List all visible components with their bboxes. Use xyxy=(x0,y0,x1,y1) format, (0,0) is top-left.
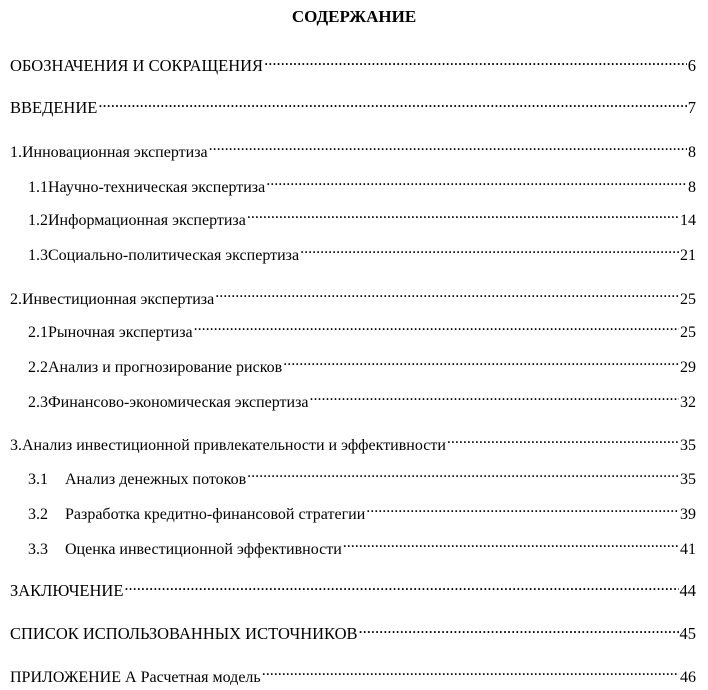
toc-entry-text: Информационная экспертиза xyxy=(48,212,246,229)
toc-entry-number: 1.1 xyxy=(28,179,48,196)
dot-leader xyxy=(366,497,679,519)
toc-entry[interactable] xyxy=(10,617,696,645)
toc-entry-page: 39 xyxy=(680,506,696,523)
toc-entry[interactable] xyxy=(28,350,696,379)
toc-entry-page: 6 xyxy=(687,56,696,75)
toc-entry-number: 3. xyxy=(10,437,22,454)
dot-leader xyxy=(343,532,679,554)
dot-leader xyxy=(262,660,679,682)
toc-entry-page: 35 xyxy=(680,437,696,454)
dot-leader xyxy=(209,135,687,157)
toc-entry-page: 8 xyxy=(688,179,696,196)
toc-entry-text: ПРИЛОЖЕНИЕ А Расчетная модель xyxy=(10,669,261,686)
dot-leader xyxy=(194,315,679,337)
toc-entry-text: Научно-техническая экспертиза xyxy=(48,179,266,196)
toc-entry-number: 1. xyxy=(10,144,22,161)
toc-entry-text: Анализ и прогнозирование рисков xyxy=(48,359,283,376)
dot-leader xyxy=(98,91,686,113)
toc-entry-text: Анализ денежных потоков xyxy=(65,471,247,488)
toc-entry-number: 3.2 xyxy=(28,506,48,523)
toc-entry-page: 7 xyxy=(687,98,696,117)
toc-entry-page: 29 xyxy=(680,359,696,376)
toc-entry-text: Анализ инвестиционной привлекательности и эффективности xyxy=(22,437,446,454)
toc-entry-text: Инновационная экспертиза xyxy=(22,144,208,161)
toc-entry-number: 2. xyxy=(10,291,22,308)
dot-leader xyxy=(283,350,679,372)
toc-entry-page: 32 xyxy=(680,394,696,411)
dot-leader xyxy=(447,428,679,450)
toc-entry-page: 46 xyxy=(680,669,696,686)
toc-entry-number: 2.3 xyxy=(28,394,48,411)
toc-entry-page: 25 xyxy=(680,291,696,308)
toc-entry-text: ОБОЗНАЧЕНИЯ И СОКРАЩЕНИЯ xyxy=(10,56,264,75)
toc-entry[interactable] xyxy=(28,497,696,526)
toc-entry-page: 44 xyxy=(679,581,696,600)
toc-entry-text: Разработка кредитно-финансовой стратегии xyxy=(65,506,366,523)
toc-entry[interactable] xyxy=(28,462,696,491)
toc-entry-page: 41 xyxy=(680,541,696,558)
toc-entry[interactable] xyxy=(10,282,696,311)
toc-entry-text: Финансово-экономическая экспертиза xyxy=(48,394,309,411)
toc-entry[interactable] xyxy=(28,238,696,267)
toc-entry[interactable] xyxy=(10,574,696,602)
dot-leader xyxy=(300,238,679,260)
dot-leader xyxy=(266,170,687,192)
dot-leader xyxy=(215,282,679,304)
dot-leader xyxy=(264,49,687,71)
toc-entry-text: Социально-политическая экспертиза xyxy=(48,247,300,264)
toc-entry-text: Инвестиционная экспертиза xyxy=(22,291,215,308)
toc-entry[interactable] xyxy=(28,315,696,344)
toc-entry[interactable] xyxy=(10,428,696,457)
toc-entry[interactable] xyxy=(28,532,696,561)
toc-entry-page: 35 xyxy=(680,471,696,488)
toc-entry-number: 3.1 xyxy=(28,471,48,488)
dot-leader xyxy=(247,203,679,225)
toc-entry[interactable] xyxy=(28,170,696,199)
toc-entry[interactable] xyxy=(10,91,696,119)
toc-entry-number: 2.1 xyxy=(28,324,48,341)
toc-title: СОДЕРЖАНИЕ xyxy=(291,7,417,26)
toc-entry[interactable] xyxy=(28,203,696,232)
dot-leader xyxy=(124,574,678,596)
toc-entry-page: 25 xyxy=(680,324,696,341)
toc-entry[interactable] xyxy=(10,660,696,689)
toc-entry-text: Оценка инвестиционной эффективности xyxy=(65,541,342,558)
toc-entry-text: Рыночная экспертиза xyxy=(48,324,193,341)
toc-entry-text: СПИСОК ИСПОЛЬЗОВАННЫХ ИСТОЧНИКОВ xyxy=(10,624,358,643)
toc-entry-page: 14 xyxy=(680,212,696,229)
toc-entry-page: 45 xyxy=(679,624,696,643)
toc-entry-page: 8 xyxy=(688,144,696,161)
dot-leader xyxy=(247,462,679,484)
toc-entry[interactable] xyxy=(28,385,696,414)
toc-entry-number: 2.2 xyxy=(28,359,48,376)
toc-entry[interactable] xyxy=(10,49,696,77)
toc-entry[interactable] xyxy=(10,135,696,164)
toc-entry-text: ВВЕДЕНИЕ xyxy=(10,98,98,117)
toc-entry-page: 21 xyxy=(680,247,696,264)
toc-entry-number: 1.3 xyxy=(28,247,48,264)
dot-leader xyxy=(359,617,679,639)
dot-leader xyxy=(310,385,680,407)
toc-entry-number: 1.2 xyxy=(28,212,48,229)
toc-entry-text: ЗАКЛЮЧЕНИЕ xyxy=(10,581,124,600)
toc-entry-number: 3.3 xyxy=(28,541,48,558)
